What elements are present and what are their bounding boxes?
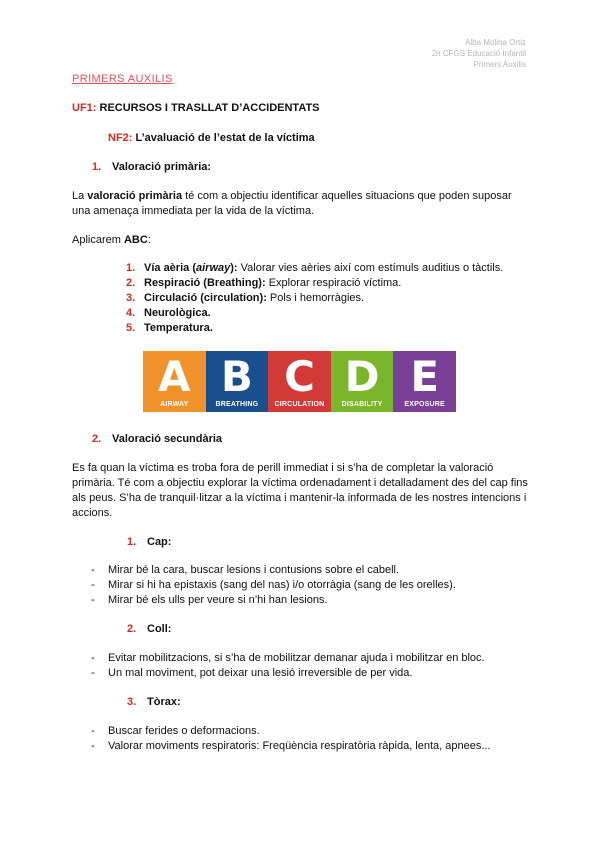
item-number: 1.	[126, 262, 136, 274]
section-1-heading	[92, 160, 211, 175]
section-2-number: 2.	[92, 433, 102, 445]
coll-list	[91, 651, 538, 681]
list-item: - Buscar ferides o deformacions.	[91, 725, 260, 737]
item-number: 5.	[126, 322, 136, 334]
abcde-caption: BREATHING	[215, 401, 259, 408]
apply-prefix: Aplicarem	[72, 234, 124, 246]
abcde-block-a	[143, 351, 206, 412]
sub-number: 1.	[127, 536, 137, 548]
item-bold-2: ):	[230, 262, 238, 274]
para-prefix: La	[72, 190, 88, 202]
item-text: Valorar vies aèries així com estímuls auditius o tàctils.	[237, 262, 504, 274]
list-item-text: Mirar bé la cara, buscar lesions i contusions sobre el cabell.	[108, 564, 400, 576]
section-1-title: Valoració primària:	[112, 161, 212, 173]
abcde-block-b	[206, 351, 269, 412]
list-item: - Evitar mobilitzacions, si s’ha de mobilitzar demanar ajuda i mobilitzar en bloc.	[91, 652, 485, 664]
para-suffix: té com a objectiu identificar aquelles situacions que poden suposar una amenaça immediata per la vida de la víctima.	[72, 190, 512, 217]
list-item: - Mirar bé els ulls per veure si n’hi han lesions.	[91, 594, 328, 606]
unit-heading	[72, 101, 320, 116]
abcde-letter: C	[284, 352, 315, 401]
header-author: Alba Molina Ortiz	[465, 38, 526, 47]
abc-list-item	[126, 321, 544, 336]
apply-abc-line	[72, 233, 151, 248]
abcde-letter: D	[344, 352, 380, 401]
abc-list-item	[126, 261, 544, 276]
nucleus-code: NF2:	[108, 132, 133, 144]
item-text: Explorar respiració víctima.	[265, 277, 402, 289]
document-title: PRIMERS AUXILIS	[72, 73, 173, 85]
list-item: - Mirar bé la cara, buscar lesions i contusions sobre el cabell.	[91, 564, 400, 576]
abcde-block-d	[331, 351, 394, 412]
abc-list-item	[126, 306, 544, 321]
abcde-letter: A	[158, 352, 191, 401]
header-course: 2n CFGS Educació Infantil	[431, 49, 526, 58]
sub-title: Coll:	[147, 623, 172, 635]
sub-number: 3.	[127, 696, 137, 708]
para-bold: valoració primària	[87, 190, 183, 202]
apply-suffix: :	[147, 234, 151, 246]
sub-heading-cap	[127, 535, 171, 550]
list-item-text: Valorar moviments respiratoris: Freqüència respiratòria ràpida, lenta, apnees...	[108, 740, 491, 752]
apply-bold: ABC	[123, 234, 148, 246]
abcde-block-c	[268, 351, 331, 412]
abcde-caption: DISABILITY	[341, 401, 383, 408]
section-2-paragraph: Es fa quan la víctima es troba fora de perill immediat i si s’ha de completar la valoració primària. Té com a objectiu explorar la víctima ordenadament i detalladament des del cap fins als peus. S’ha de tranquil·litzar a la víctima i mantenir-la informada de les nostres intencions i accions.	[72, 462, 528, 519]
abcde-caption: AIRWAY	[160, 401, 189, 408]
item-italic: airway	[195, 262, 231, 274]
list-item: - Mirar si hi ha epistaxis (sang del nas) i/o otorràgia (sang de les orelles).	[91, 579, 456, 591]
item-text: Pols i hemorràgies.	[266, 292, 365, 304]
abcde-banner	[143, 351, 456, 412]
abcde-caption: CIRCULATION	[274, 401, 325, 408]
abcde-block-e	[393, 351, 456, 412]
list-item-text: Mirar si hi ha epistaxis (sang del nas) i/o otorràgia (sang de les orelles).	[108, 579, 456, 591]
abc-list-item	[126, 291, 544, 306]
sub-title: Tòrax:	[147, 696, 181, 708]
header-subject: Primers Auxilis	[473, 60, 526, 69]
section-2-heading	[92, 432, 222, 447]
sub-title: Cap:	[147, 536, 172, 548]
abcde-letter: E	[410, 352, 440, 401]
item-number: 4.	[126, 307, 136, 319]
abcde-letter: B	[220, 352, 253, 401]
list-item-text: Un mal moviment, pot deixar una lesió irreversible de per vida.	[108, 667, 413, 679]
list-item-text: Buscar ferides o deformacions.	[108, 725, 260, 737]
cap-list	[91, 563, 538, 608]
item-bold: Temperatura.	[144, 322, 213, 334]
item-bold: Vía aèria (	[144, 262, 196, 274]
item-bold: Neurològica.	[144, 307, 211, 319]
abc-list	[126, 261, 544, 336]
sub-heading-coll	[127, 622, 171, 637]
abcde-caption: EXPOSURE	[404, 401, 445, 408]
abc-list-item	[126, 276, 544, 291]
list-item: - Un mal moviment, pot deixar una lesió irreversible de per vida.	[91, 667, 413, 679]
unit-code: UF1:	[72, 102, 97, 114]
item-number: 3.	[126, 292, 136, 304]
page-header	[432, 37, 526, 70]
section-1-number: 1.	[92, 161, 102, 173]
list-item-text: Mirar bé els ulls per veure si n’hi han lesions.	[108, 594, 328, 606]
unit-title: RECURSOS I TRASLLAT D’ACCIDENTATS	[96, 102, 320, 114]
item-bold: Respiració (Breathing):	[144, 277, 266, 289]
section-1-paragraph	[72, 189, 527, 219]
sub-heading-torax	[127, 695, 181, 710]
list-item: - Valorar moviments respiratoris: Freqüència respiratòria ràpida, lenta, apnees...	[91, 740, 491, 752]
section-2-title: Valoració secundària	[112, 433, 223, 445]
list-item-text: Evitar mobilitzacions, si s’ha de mobilitzar demanar ajuda i mobilitzar en bloc.	[108, 652, 485, 664]
item-bold: Circulació (circulation):	[144, 292, 267, 304]
nucleus-heading	[108, 131, 315, 146]
torax-list	[91, 724, 538, 754]
nucleus-title: L’avaluació de l’estat de la víctima	[132, 132, 315, 144]
sub-number: 2.	[127, 623, 137, 635]
item-number: 2.	[126, 277, 136, 289]
